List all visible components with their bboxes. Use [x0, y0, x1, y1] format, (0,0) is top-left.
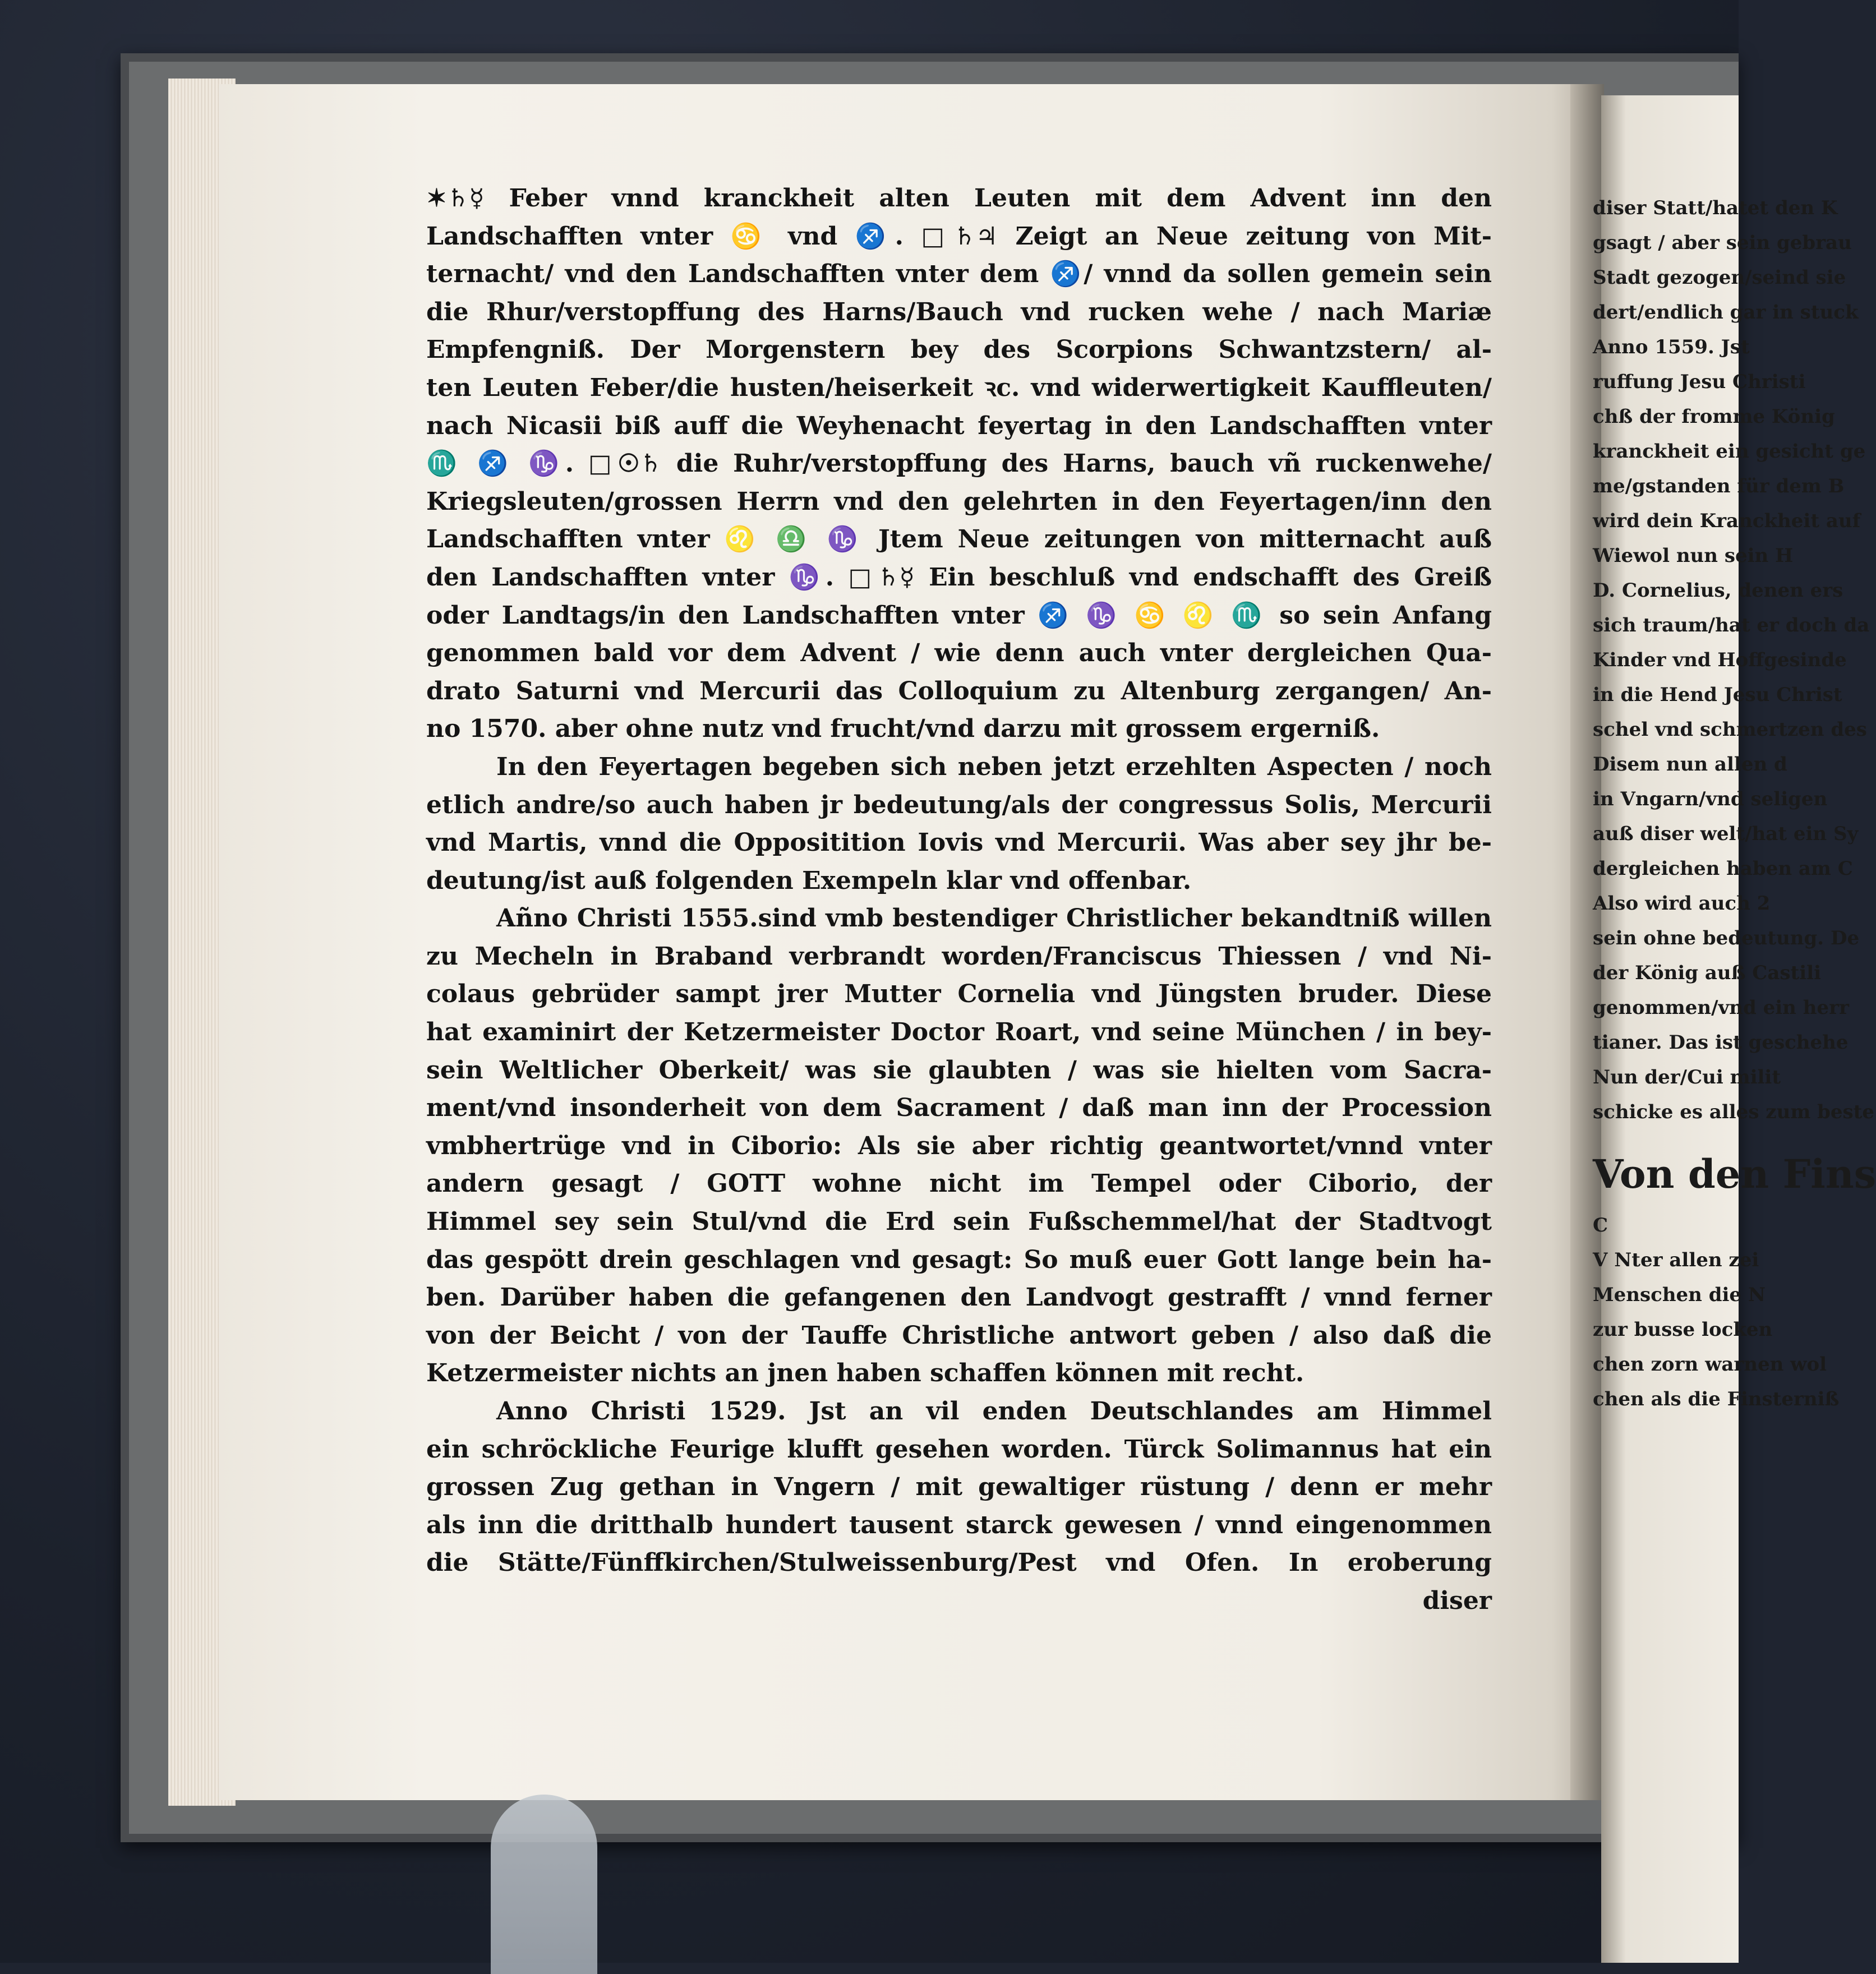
text-line: der König auß Castili — [1593, 962, 1821, 984]
text-line: gsagt / aber sein gebrau — [1593, 232, 1852, 254]
text-line: in die Hend Jesu Christ — [1593, 684, 1842, 706]
text-line: Stadt gezogen/seind sie — [1593, 266, 1846, 289]
text-line: dert/endlich gar in stuck — [1593, 301, 1859, 324]
text-line: vmbhertrüge vnd in Ciborio: Als sie aber richtig geantwortet/vnnd vnter — [426, 1131, 1492, 1160]
text-line: chen als die Finsterniß — [1593, 1388, 1840, 1410]
text-line: vnd Martis, vnnd die Oppositition Iovis vnd Mercurii. Was aber sey jhr be- — [426, 828, 1492, 857]
text-line: colaus gebrüder sampt jrer Mutter Cornelia vnd Jüngsten bruder. Diese — [426, 980, 1492, 1009]
text-line: Kinder vnd Hoffgesinde — [1593, 649, 1847, 671]
text-line: D. Cornelius, denen ers — [1593, 579, 1843, 602]
text-line: hat examinirt der Ketzermeister Doctor Roart, vnd seine München / in bey- — [426, 1018, 1492, 1047]
text-line: C — [1593, 1214, 1608, 1237]
text-line: drato Saturni vnd Mercurii das Colloquium zu Altenburg zergangen/ An- — [426, 676, 1492, 705]
text-line: auß diser welt/hat ein Sy — [1593, 823, 1859, 845]
text-line: Also wird auch 2 — [1593, 892, 1771, 915]
text-line: die Stätte/Fünffkirchen/Stulweissenburg/Pest vnd Ofen. In eroberung — [426, 1548, 1492, 1578]
text-line: Ketzermeister nichts an jnen haben schaffen können mit recht. — [426, 1359, 1305, 1388]
text-line: In den Feyertagen begeben sich neben jetzt erzehlten Aspecten / noch — [496, 752, 1492, 781]
text-line: grossen Zug gethan in Vngern / mit gewaltiger rüstung / denn er mehr — [426, 1473, 1492, 1502]
text-line: das gespött drein geschlagen vnd gesagt: So muß euer Gott lange bein ha- — [426, 1245, 1492, 1274]
text-line: ternacht/ vnd den Landschafften vnter dem ♐/ vnnd da sollen gemein sein — [426, 260, 1492, 289]
text-line: genommen bald vor dem Advent / wie denn auch vnter dergleichen Qua- — [426, 639, 1492, 668]
text-line: Himmel sey sein Stul/vnd die Erd sein Fußschemmel/hat der Stadtvogt — [426, 1207, 1492, 1237]
text-line: den Landschafften vnter ♑. □♄☿ Ein beschluß vnd endschafft des Greiß — [426, 562, 1492, 592]
text-line: oder Landtags/in den Landschafften vnter ♐ ♑ ♋ ♌ ♏ so sein Anfang — [426, 601, 1492, 630]
text-line: zu Mecheln in Braband verbrandt worden/Franciscus Thiessen / vnd Ni- — [426, 942, 1492, 971]
text-line: ein schröckliche Feurige klufft gesehen worden. Türck Solimannus hat ein — [426, 1435, 1492, 1464]
left-page-text — [426, 179, 1492, 1620]
text-line: sich traum/hat er doch da — [1593, 614, 1870, 637]
text-line: V Nter allen zei — [1593, 1249, 1759, 1271]
text-line: Empfengniß. Der Morgenstern bey des Scorpions Schwantzstern/ al- — [426, 335, 1492, 365]
text-line: kranckheit ein gesicht ge — [1593, 440, 1866, 463]
text-line: von der Beicht / von der Tauffe Christliche antwort geben / also daß die — [426, 1321, 1492, 1350]
section-heading: Von den Fins — [1593, 1151, 1876, 1197]
text-line: ✶♄☿ Feber vnnd kranckheit alten Leuten mit dem Advent inn den — [426, 184, 1492, 213]
text-line: schicke es alles zum beste — [1593, 1101, 1875, 1123]
text-line: deutung/ist auß folgenden Exempeln klar vnd offenbar. — [426, 866, 1192, 895]
text-line: Wiewol nun sein H — [1593, 545, 1794, 567]
text-line: tianer. Das ist geschehe — [1593, 1031, 1849, 1054]
text-line: no 1570. aber ohne nutz vnd frucht/vnd darzu mit grossem ergerniß. — [426, 714, 1380, 744]
text-line: Anno Christi 1529. Jst an vil enden Deutschlandes am Himmel — [496, 1397, 1492, 1426]
text-line: sein ohne bedeutung. De — [1593, 927, 1860, 949]
text-line: Disem nun allen d — [1593, 753, 1787, 776]
text-line: Añno Christi 1555.sind vmb bestendiger Christlicher bekandtniß willen — [496, 904, 1492, 933]
text-line: Landschafften vnter ♌ ♎ ♑ Jtem Neue zeitungen von mitternacht auß — [426, 525, 1492, 554]
text-line: wird dein Kranckheit auf — [1593, 510, 1861, 532]
text-line: dergleichen haben am C — [1593, 857, 1853, 880]
text-line: nach Nicasii biß auff die Weyhenacht feyertag in den Landschafften vnter — [426, 411, 1492, 440]
right-page-text — [1593, 191, 1876, 1417]
text-line: zur busse locken — [1593, 1318, 1773, 1341]
text-line: Menschen die N — [1593, 1284, 1766, 1306]
text-line: als inn die dritthalb hundert tausent starck gewesen / vnnd eingenommen — [426, 1510, 1492, 1539]
text-line: sein Weltlicher Oberkeit/ was sie glaubten / was sie hielten vom Sacra- — [426, 1055, 1492, 1085]
catchword: diser — [1422, 1586, 1492, 1615]
text-line: chen zorn warnen wol — [1593, 1353, 1827, 1376]
text-line: Nun der/Cui milit — [1593, 1066, 1781, 1089]
text-line: me/gstanden für dem B — [1593, 475, 1845, 497]
text-line: ben. Darüber haben die gefangenen den Landvogt gestrafft / vnnd ferner — [426, 1283, 1492, 1312]
text-line: ten Leuten Feber/die husten/heiserkeit ꝛc. vnd widerwertigkeit Kauffleuten/ — [426, 373, 1492, 402]
text-line: ruffung Jesu Christi — [1593, 371, 1806, 393]
bookmark-tab — [491, 1795, 597, 1974]
text-line: Anno 1559. Jst — [1593, 336, 1750, 358]
text-line: andern gesagt / GOTT wohne nicht im Tempel oder Ciborio, der — [426, 1169, 1492, 1198]
text-line: etlich andre/so auch haben jr bedeutung/als der congressus Solis, Mercurii — [426, 790, 1492, 819]
text-line: genommen/vnd ein herr — [1593, 997, 1849, 1019]
text-line: schel vnd schmertzen des — [1593, 718, 1867, 741]
text-line: in Vngarn/vnd seligen — [1593, 788, 1828, 810]
text-line: Kriegsleuten/grossen Herrn vnd den gelehrten in den Feyertagen/inn den — [426, 487, 1492, 516]
text-line: die Rhur/verstopffung des Harns/Bauch vnd rucken wehe / nach Mariæ — [426, 297, 1492, 326]
text-line: ment/vnd insonderheit von dem Sacrament / daß man inn der Procession — [426, 1094, 1492, 1123]
text-line: chß der fromme König — [1593, 405, 1835, 428]
text-line: ♏ ♐ ♑. □☉♄ die Ruhr/verstopffung des Harns, bauch vñ ruckenwehe/ — [426, 449, 1492, 478]
text-line: diser Statt/hatet den K — [1593, 197, 1838, 219]
text-line: Landschafften vnter ♋ vnd ♐. □♄♃ Zeigt an Neue zeitung von Mit- — [426, 222, 1492, 251]
